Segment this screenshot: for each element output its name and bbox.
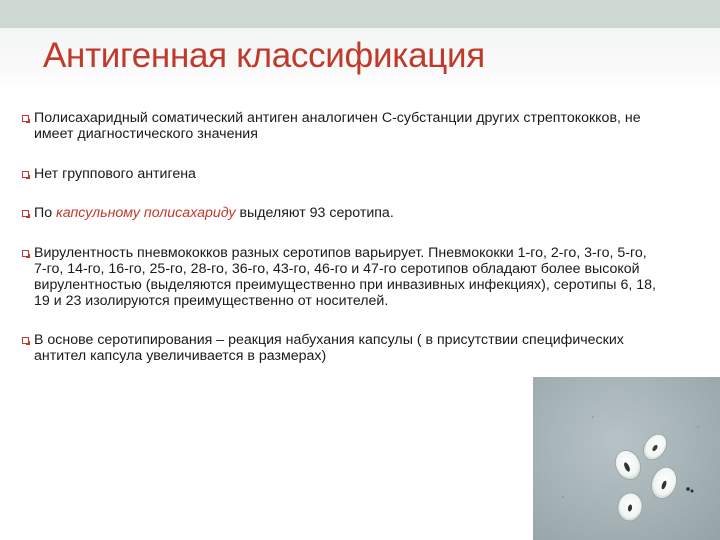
bullet-text: В основе серотипирования – реакция набухания капсулы ( в присутствии специфических антител капсула увеличивается в размерах) — [34, 332, 624, 365]
top-bar — [0, 0, 720, 28]
bullet-item — [22, 111, 662, 143]
checkbox-bullet-icon — [22, 210, 29, 217]
bullet-item — [22, 333, 662, 365]
bullet-text-suffix: выделяют 93 серотипа. — [235, 205, 394, 222]
bullet-item — [22, 246, 662, 309]
bullet-item — [22, 206, 662, 222]
checkbox-bullet-icon — [22, 115, 29, 122]
bullet-text: Полисахаридный соматический антиген аналогичен С-субстанции других стрептококков, не имеет диагностического значения — [34, 110, 641, 142]
slide-title: Антигенная классификация — [43, 36, 485, 75]
bullet-text: Вирулентность пневмококков разных серотипов варьирует. Пневмококки 1-го, 2-го, 3-го, 5-го, 7-го, 14-го, 16-го, 25-го, 28-го, 36-го, 43-го, 46-го и 47-го серотипов обладают более высокой вирулентностью (выделяются преимущественно при инвазивных инфекциях), серотипы 6, 18, 19 и 23 изолируются преимущественно от носителей. — [34, 245, 656, 309]
micrograph-image — [533, 377, 720, 540]
bullet-item — [22, 167, 662, 183]
bullet-text: Нет группового антигена — [34, 165, 196, 182]
bullet-text-highlight: капсульному полисахариду — [56, 205, 236, 222]
checkbox-bullet-icon — [22, 337, 29, 344]
micrograph-illustration — [533, 377, 720, 540]
checkbox-bullet-icon — [22, 171, 29, 178]
bullet-list — [22, 111, 662, 365]
checkbox-bullet-icon — [22, 250, 29, 257]
bullet-text-prefix: По — [34, 205, 57, 222]
